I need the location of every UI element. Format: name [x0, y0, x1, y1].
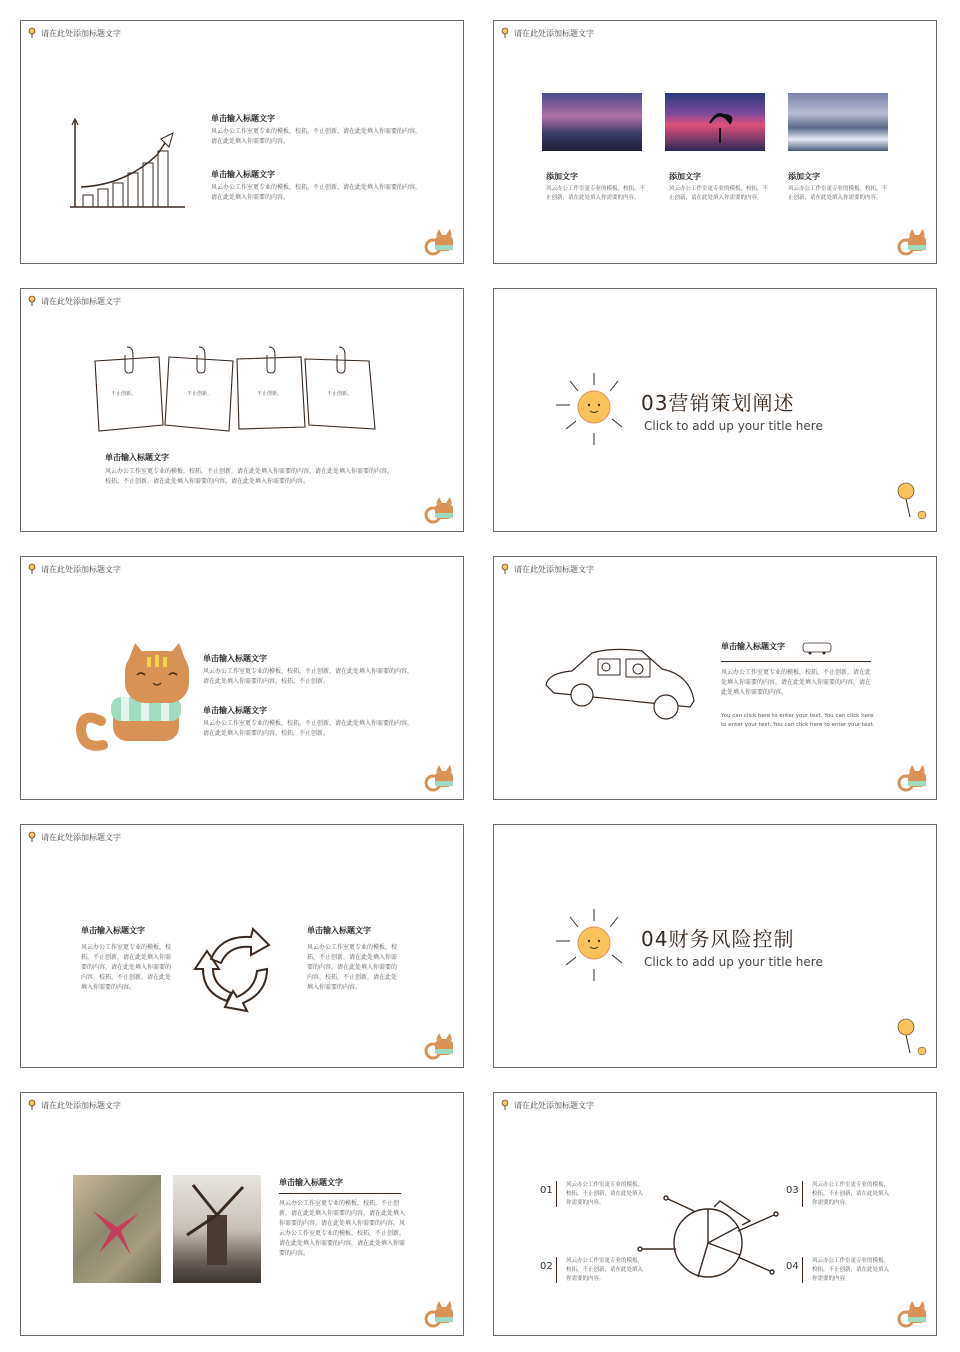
sun-icon: [554, 369, 634, 449]
section-heading[interactable]: 03营销策划阐述: [641, 391, 795, 415]
card-title-1[interactable]: 添加文字: [546, 172, 578, 181]
pin-icon: [27, 831, 37, 843]
item-title-2[interactable]: 单击输入标题文字: [203, 706, 267, 715]
cat-mascot-icon: [423, 495, 457, 525]
photo-paper-ribbon: [73, 1175, 161, 1283]
pin-icon: [27, 27, 37, 39]
item-title[interactable]: 单击输入标题文字: [279, 1178, 343, 1187]
photo-windmill: [173, 1175, 261, 1283]
slide-header: [500, 1099, 594, 1111]
slide-header: [27, 831, 121, 843]
slide-header: [27, 295, 121, 307]
cat-illustration: [71, 641, 191, 751]
car-drawing: [542, 645, 698, 729]
title-underline: [279, 1193, 401, 1194]
point-num-4: 04: [786, 1261, 799, 1272]
pin-icon: [500, 27, 510, 39]
cat-mascot-icon: [423, 763, 457, 793]
point-body-4[interactable]: 风云办公工作室更专业的模板，校拓，不止创新，请在此处填入你需要的内容。: [812, 1258, 890, 1282]
slide-section-03: [493, 288, 937, 532]
pin-icon: [500, 563, 510, 575]
ribbon-shape: [73, 1175, 161, 1283]
item-body[interactable]: 风云办公工作室更专业的模板，校拓，不止创新，请在此处填入你需要的内容，请在此处填入你需要的内容，请在此处填入你需要的内容。风云办公工作室更专业的模板，校拓，不止创新，请在此处填入你需要的内容，请在此处填入你需要的内容。: [279, 1200, 406, 1257]
lollipop-icon: [894, 481, 928, 525]
card-body-2[interactable]: 风云办公工作室更专业的模板，校拓，不止创新，请在此处填入你需要的内容。: [669, 186, 769, 201]
header-title: 请在此处添加标题文字: [41, 832, 121, 842]
cat-mascot-icon: [896, 763, 930, 793]
sun-icon: [554, 905, 634, 985]
header-title: 请在此处添加标题文字: [514, 564, 594, 574]
photo-sea-waves: [788, 93, 888, 151]
windmill-shape: [173, 1175, 261, 1283]
point-num-2: 02: [540, 1261, 553, 1272]
item-body[interactable]: 风云办公工作室更专业的模板，校拓，不止创新，请在此处填入你需要的内容，请在此处填入你需要的内容，校拓，不止创新，请在此处填入你需要的内容，请在此处填入你需要的内容。: [105, 468, 394, 485]
point-body-2[interactable]: 风云办公工作室更专业的模板，校拓，不止创新，请在此处填入你需要的内容。: [566, 1258, 644, 1282]
slide-header: [27, 27, 121, 39]
item-body[interactable]: 风云办公工作室更专业的模板，校拓，不止创新，请在此处填入你需要的内容，请在此处填入你需要的内容，请在此处填入你需要的内容。: [721, 669, 872, 696]
pin-icon: [27, 1099, 37, 1111]
section-subtitle[interactable]: Click to add up your title here: [644, 419, 823, 433]
section-heading[interactable]: 04财务风险控制: [641, 927, 795, 951]
item-body-1[interactable]: 风云办公工作室更专业的模板，校拓，不止创新，请在此处填入你需要的内容，请在此处填入你需要的内容，校拓，不止创新。: [203, 668, 414, 685]
slide-section-04: [493, 824, 937, 1068]
pin-icon: [500, 1099, 510, 1111]
item-title-2[interactable]: 单击输入标题文字: [211, 170, 275, 179]
section-subtitle[interactable]: Click to add up your title here: [644, 955, 823, 969]
card-title-2[interactable]: 添加文字: [669, 172, 701, 181]
cat-mascot-icon: [423, 227, 457, 257]
slide-pie-points: [493, 1092, 937, 1336]
card-body-3[interactable]: 风云办公工作室更专业的模板，校拓，不止创新，请在此处填入你需要的内容。: [788, 186, 888, 201]
note-text-4: 不止创新。: [327, 391, 353, 397]
slide-header: [27, 1099, 121, 1111]
cycle-arrows-icon: [191, 923, 283, 1015]
header-title: 请在此处添加标题文字: [41, 564, 121, 574]
item-body-2[interactable]: 风云办公工作室更专业的模板，校拓，不止创新，请在此处填入你需要的内容，请在此处填入你需要的内容，校拓，不止创新。: [203, 720, 414, 737]
header-title: 请在此处添加标题文字: [41, 28, 121, 38]
item-title-1[interactable]: 单击输入标题文字: [203, 654, 267, 663]
item-body-english[interactable]: You can click here to enter your text. You can click here to enter your text. You can click here to enter your text.: [721, 713, 875, 728]
item-body-2[interactable]: 风云办公工作室更专业的模板，校拓，不止创新，请在此处填入你需要的内容，请在此处填入你需要的内容。: [211, 184, 422, 201]
note-text-2: 不止创新。: [187, 391, 213, 397]
point-divider-4: [802, 1257, 803, 1283]
slide-car: [493, 556, 937, 800]
photo-sunset-tree: [665, 93, 765, 151]
right-body[interactable]: 风云办公工作室更专业的模板，校拓，不止创新，请在此处填入你需要的内容，请在此处填入你需要的内容，校拓，不止创新，请在此处填入你需要的内容。: [307, 944, 398, 991]
pie-sketch-drawing: [634, 1191, 784, 1291]
point-divider-1: [556, 1181, 557, 1207]
point-divider-3: [802, 1181, 803, 1207]
header-title: 请在此处添加标题文字: [514, 1100, 594, 1110]
header-title: 请在此处添加标题文字: [514, 28, 594, 38]
slide-photos-text: [20, 1092, 464, 1336]
slide-header: [27, 563, 121, 575]
point-num-1: 01: [540, 1185, 553, 1196]
item-title[interactable]: 单击输入标题文字: [721, 642, 785, 651]
cat-mascot-icon: [896, 227, 930, 257]
slide-header: [500, 27, 594, 39]
slide-header: [500, 563, 594, 575]
bus-icon: [802, 641, 834, 655]
card-title-3[interactable]: 添加文字: [788, 172, 820, 181]
header-title: 请在此处添加标题文字: [41, 296, 121, 306]
slide-growth-chart: [20, 20, 464, 264]
card-body-1[interactable]: 风云办公工作室更专业的模板，校拓，不止创新，请在此处填入你需要的内容。: [546, 186, 646, 201]
note-text-3: 不止创新。: [257, 391, 283, 397]
pin-icon: [27, 563, 37, 575]
cat-mascot-icon: [423, 1031, 457, 1061]
photo-sunset-rocks: [542, 93, 642, 151]
point-body-1[interactable]: 风云办公工作室更专业的模板，校拓，不止创新，请在此处填入你需要的内容。: [566, 1182, 644, 1206]
cat-mascot-icon: [423, 1299, 457, 1329]
point-body-3[interactable]: 风云办公工作室更专业的模板，校拓，不止创新，请在此处填入你需要的内容。: [812, 1182, 890, 1206]
slide-cat-text: [20, 556, 464, 800]
title-underline: [721, 661, 871, 662]
item-title-1[interactable]: 单击输入标题文字: [211, 114, 275, 123]
header-title: 请在此处添加标题文字: [41, 1100, 121, 1110]
item-body-1[interactable]: 风云办公工作室更专业的模板，校拓，不止创新，请在此处填入你需要的内容，请在此处填入你需要的内容。: [211, 128, 422, 145]
pin-icon: [27, 295, 37, 307]
point-divider-2: [556, 1257, 557, 1283]
left-body[interactable]: 风云办公工作室更专业的模板，校拓，不止创新，请在此处填入你需要的内容，请在此处填入你需要的内容，校拓，不止创新，请在此处填入你需要的内容。: [81, 944, 172, 991]
left-title[interactable]: 单击输入标题文字: [81, 926, 145, 935]
slide-sticky-notes: [20, 288, 464, 532]
item-title[interactable]: 单击输入标题文字: [105, 453, 169, 462]
right-title[interactable]: 单击输入标题文字: [307, 926, 371, 935]
slide-photo-cards: [493, 20, 937, 264]
cat-mascot-icon: [896, 1299, 930, 1329]
growth-chart-drawing: [65, 115, 195, 215]
tree-silhouette: [665, 93, 765, 151]
point-num-3: 03: [786, 1185, 799, 1196]
slide-cycle: [20, 824, 464, 1068]
lollipop-icon: [894, 1017, 928, 1061]
note-text-1: 不止创新。: [111, 391, 137, 397]
